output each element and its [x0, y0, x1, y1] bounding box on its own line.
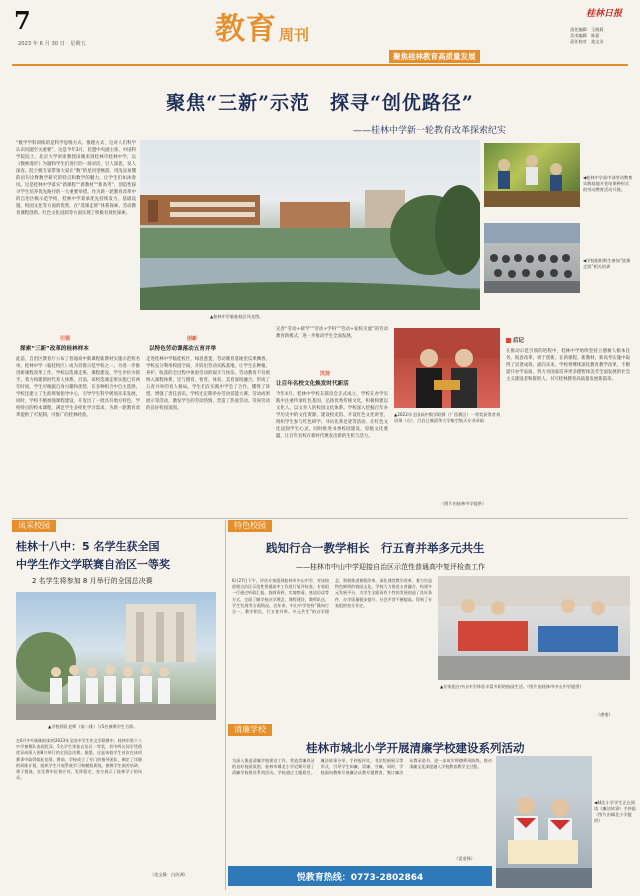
labor-photo-caption: ◀桂林中学高中部劳动教育实践基地开花结果种形式的劳动教育活动开展。: [583, 175, 633, 192]
hotline-bar: [228, 866, 492, 886]
page-header: [0, 0, 640, 68]
afterword-title: [506, 336, 524, 344]
reading-photo-caption: ◀城北小学学生正在阅读《廉洁故事》手抄报（图片由城北小学提供）: [594, 800, 636, 823]
section-divider: [12, 518, 628, 519]
left-story-subtitle: 2 名学生将参加 8 月举行的全国总决赛: [32, 577, 153, 585]
afterword-heading: 后记: [513, 338, 525, 344]
editor-list: [570, 27, 634, 45]
reading-photo: [496, 756, 592, 888]
lead-intro-text: “数学学科训练的是科学思维方式、推理方式，这对人们科学认识问题至关重要”，这是今年3月，民盟中央副主席、中国科学院院士、北京大学讲席教授田刚来到桂林市桂林中学，以《数林漫步》为题和学生们进行的一场对话。引人深思，发人深省。院士级专家带领大家在“数”的星河里畅游，用浅显易懂的语句诠释数学研究的特点和数学的魅力，让学生们如沐春风。这是桂林中学落实“新课程”“新教材”“新高考”，创造性探寻学生培养优先路径的一大重要举措。作为新一轮教育改革中的自治区级示范学校，桂林中学秉承优先持续发力，基础设施、校园文化等方面的优势，在“选课走班”体系探索、劳动教育课程创新、红色文化浸润等方面实现了积极有效化探索。: [16, 141, 136, 216]
award-photo: [394, 328, 500, 408]
col2-title: 以特色劳动课落动五育并举: [149, 346, 217, 352]
masthead-slogan: 聚焦桂林教育高质量发展: [389, 50, 480, 63]
masthead-main: 教育: [215, 12, 277, 47]
header-rule: [12, 64, 628, 66]
editor-line: 美术编辑 陈嘉: [570, 33, 600, 38]
right-story-body: 6月27日下午，评估专家组到桂林市中山中学，对该校创建自治区示范性普通高中工作进行复评检查。专家组一行通过听取汇报、查阅资料、实地察看、座谈访谈等方式，全面了解学校办学理念、课程建设、教师队伍、学生发展等方面情况。近年来，中山中学坚持“践知行合一、教学相长，行五育并举、多元共生”的办学理念，积极推进课程改革，深化课堂教学改革，着力打造特色鲜明的校园文化。学校大力推进五育融合，构建多元发展平台，为学生全面而有个性的发展创造了良好条件，办学质量稳步提升，社会声誉不断提高，得到了专家组的充分肯定。: [232, 578, 432, 615]
issue-date: 2023 年 6 月 30 日 星期五: [18, 41, 86, 47]
campus-photo: [140, 140, 480, 310]
lead-intro: [16, 140, 136, 340]
col3-title: 让百年名校文化焕发时代新活: [276, 381, 349, 387]
section-label-qinglian: 清廉学校: [228, 724, 272, 736]
photo-credit: （图片由桂林中学提供）: [440, 501, 487, 506]
col1-title: 探索“三新”改革的桂林样本: [20, 346, 89, 352]
award-caption: ▲2022年全国高中数学联赛（广西赛区）一等奖获得者刘语琦（右）、吕启已被清华大学航空航天专业录取: [394, 412, 501, 423]
page-number: 7: [14, 6, 31, 35]
inspection-photo: [438, 576, 630, 680]
left-story-title-1: 桂林十八中：5 名学生获全国: [16, 540, 160, 553]
masthead-title: [215, 8, 309, 48]
afterword-text: 在推动示范引领的进程中，桂林中学始终坚持立德树人根本任务，锐意改革，勇于创新，在新课程、新教材、新高考实施中取得了显著成效。面向未来，学校将继续深化教育教学改革，不断提升办学品质，努力为国家培养更多德智体美劳全面发展的社会主义建设者和接班人，书写桂林教育高质量发展新篇章。: [506, 349, 630, 382]
afterword-marker: [506, 338, 511, 343]
col1-tag: 引领: [60, 336, 71, 342]
lead-title: 聚焦“三新”示范 探寻“创优路径”: [166, 92, 474, 114]
col1-text: 此前，自治区教育厅公布了普通高中新课程新教材实施示范校名单，桂林中学（临桂校区）成为首批示范学校之一。为进一步推进新课程改革工作，学校以选课走班、课程建设、学生评价为抓手，着力构建新时代育人体系。目前，该校选课走班实施已有两年时间，学生可根据自身兴趣和优势，在多种组合中自主选择。学校还建立了生涯规划指导中心，引导学生科学规划未来发展。同时，学校不断加强课程建设，开发出了一批具有地方特色、学校特点的校本课程，满足学生多样化学习需求，为新一轮教育改革提供了可复制、可推广的桂林经验。: [16, 357, 140, 418]
bottom-story-body: 为深入推进清廉学校建设工作，营造崇廉尚洁的良好校园氛围，桂林市城北小学近期开展了清廉学校建设系列活动。学校通过主题班会、廉洁故事分享、手抄报评比、书法绘画展示等形式，引导学生知廉、崇廉、守廉。同时，学校面向教师开展廉洁从教专题教育，签订廉洁从教承诺书，进一步筑牢师德师风防线，推动清廉文化深度融入学校教育教学全过程。: [232, 758, 492, 776]
paper-name: 桂林日报: [586, 9, 623, 19]
award-scene: [394, 328, 500, 408]
group-photo: [16, 592, 216, 720]
section-label-fengcai: 凤采校园: [12, 520, 56, 532]
inspection-scene: [438, 576, 630, 680]
left-story-title-2: 中学生作文学联赛自治区一等奖: [16, 558, 170, 571]
training-photo-caption: ◀学校组织师生参加“选课走班”相关培训: [583, 258, 631, 269]
left-story-body: 在6月中旬刚刚结束的2023年全国中学生作文学联赛中，桂林市第十八中学参赛队表现优异，5名学生荣获自治区一等奖，其中两名同学凭借优异成绩入围8月举行的全国总决赛。据悉，这是该校学生首次在该项赛事中取得如此佳绩。赛前，学校成立了专门的指导团队，制定了详细的训练计划，组织学生开展系统学习和模拟训练。参赛学生刻苦钻研、勇于挑战，在比赛中沉着应对、发挥稳定，充分展示了桂林学子的风采。: [16, 738, 142, 781]
vertical-divider: [225, 520, 226, 890]
section-label-tese: 特色校园: [228, 520, 272, 532]
editor-line: 责任编辑 王晓莉: [570, 27, 604, 32]
campus-photo-caption: ▲桂林中学临桂校区风光图。: [210, 314, 264, 319]
left-story-credit: （范文静 白洁洲）: [150, 872, 188, 877]
labor-photo: [484, 143, 580, 207]
inspection-photo-caption: ▲专家组在中山中学体验丰富多彩的校园生活。（图片由桂林市中山中学提供）: [440, 684, 584, 689]
reading-scene: [496, 756, 592, 888]
group-scene: [16, 592, 216, 720]
lead-subtitle: ——桂林中学新一轮教育改革探索纪实: [352, 126, 506, 136]
col3-tag: 沉淀: [320, 371, 331, 377]
bottom-story-credit: （雷金锋）: [454, 856, 475, 861]
right-story-title: 践知行合一教学相长 行五育并举多元共生: [266, 541, 485, 555]
col2-tag: 创新: [187, 336, 198, 342]
labor-scene: [484, 143, 580, 207]
hotline-label: 悦教育热线：0773-2802864: [296, 872, 424, 883]
bottom-story-title: 桂林市城北小学开展清廉学校建设系列活动: [306, 741, 525, 755]
right-story-subtitle: ——桂林市中山中学迎接自治区示范性普通高中复评检查工作: [296, 563, 485, 571]
training-scene: [484, 223, 580, 293]
group-photo-caption: ▲学校领队老师（前二排）与5名参赛学生合影。: [48, 724, 138, 729]
editor-line: 责任校对 莫文洁: [570, 39, 604, 44]
campus-scene: [140, 140, 480, 310]
col3-text: 完善“劳动+研学”“劳动+学科”“劳动+家校交流”的劳动教育新模式，进一步推动学生全面发展。: [276, 327, 388, 339]
training-photo: [484, 223, 580, 293]
col2-text: 走进桂林中学临桂校区，绿意葱茏，劳动教育基地里瓜果飘香。学校充分利用校园空间，开辟出劳动实践基地，让学生在种植、养护、收获的全过程中体验劳动的艰辛与快乐。劳动教育不仅被纳入课程体系，还与德育、智育、体育、美育深度融合，形成了五育并举的育人格局。学生们在实践中学会了合作，懂得了珍惜，增强了责任意识。学校还定期举办劳动技能大赛、劳动成果展示等活动，激发学生的劳动热情，营造了热爱劳动、崇尚劳动的良好校园氛围。: [146, 357, 270, 411]
col3-text2: 今年4月，桂林中学校友联谊会正式成立，学校在办学实践中注重传承红色基因、弘扬优秀传统文化，积极构建以文化人、以文育人的校园文化体系。学校深入挖掘百年办学历史中的文化资源，建设校史馆、开设红色文化讲堂，组织学生参与红色研学、寻访先辈足迹等活动，让红色文化浸润学生心灵，同时推进书香校园建设，厚植文化底蕴，让百年名校在新时代焕发出新的生机与活力。: [276, 392, 388, 439]
right-story-credit: （唐斐）: [596, 712, 613, 717]
masthead-sub: 周刊: [279, 26, 310, 44]
